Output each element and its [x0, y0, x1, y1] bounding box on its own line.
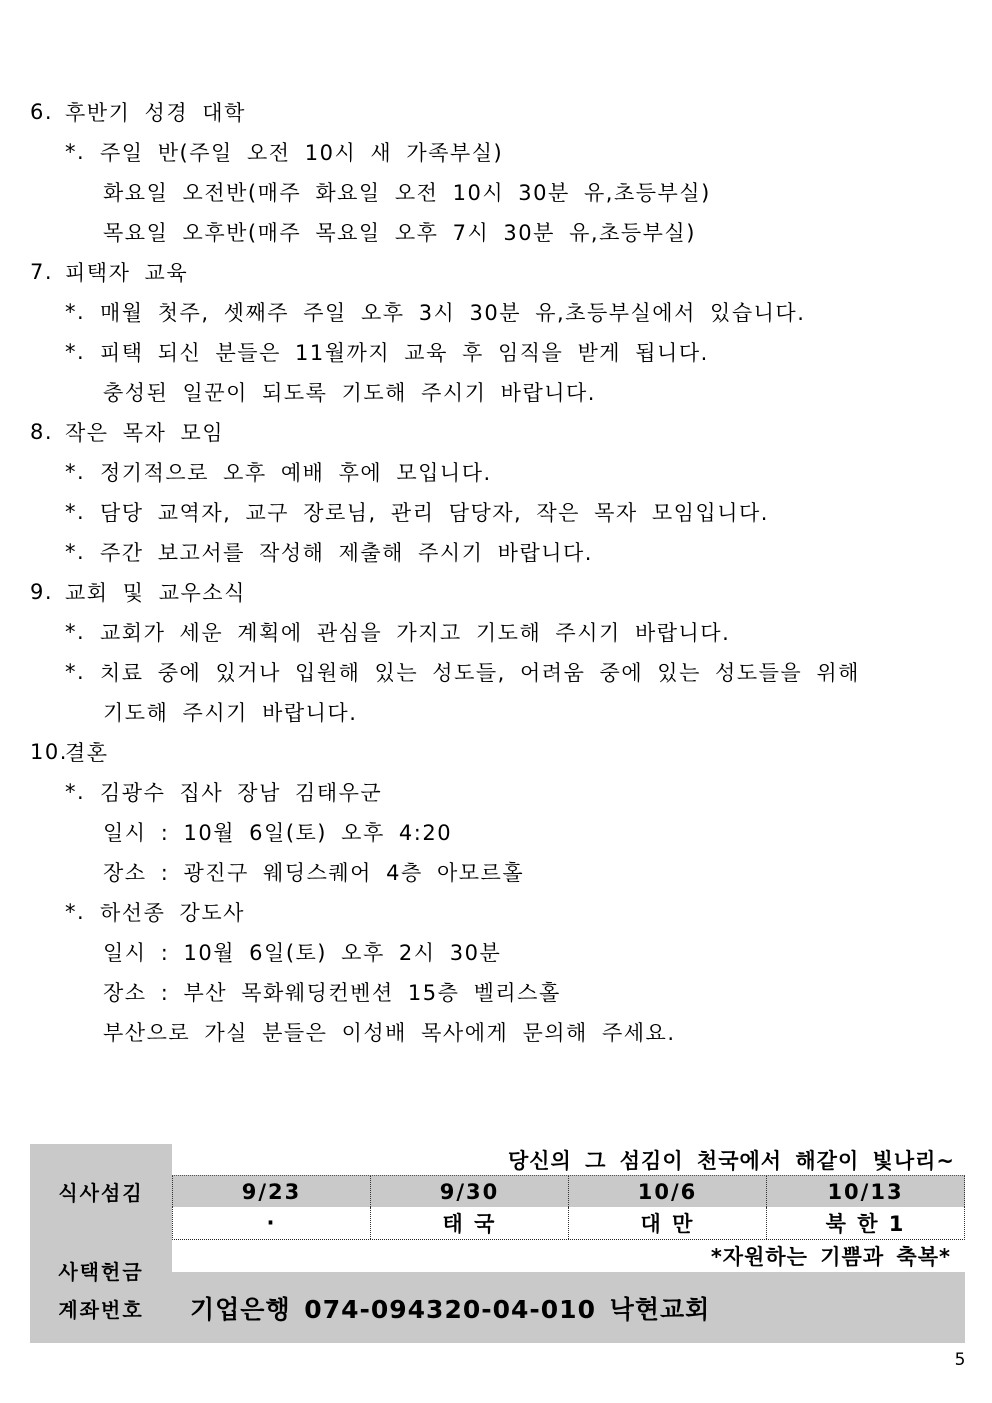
list-marker: *.: [65, 140, 86, 164]
list-marker: 7.: [30, 260, 54, 284]
list-text: 정기적으로 오후 예배 후에 모입니다.: [100, 461, 492, 485]
list-marker: *.: [65, 540, 86, 564]
list-text: 교회 및 교우소식: [65, 581, 246, 605]
list-item: [0, 492, 992, 532]
list-item: [0, 772, 992, 812]
list-text: 충성된 일꾼이 되도록 기도해 주시기 바랍니다.: [103, 381, 596, 405]
list-item: [0, 572, 992, 612]
list-text: 기도해 주시기 바랍니다.: [103, 701, 358, 725]
date-cell: 10/6: [568, 1176, 766, 1207]
list-item: [0, 452, 992, 492]
list-marker: *.: [65, 500, 86, 524]
list-text: 매월 첫주, 셋째주 주일 오후 3시 30분 유,초등부실에서 있습니다.: [100, 301, 806, 325]
slogan-text: 당신의 그 섬김이 천국에서 해같이 빛나리~: [172, 1144, 965, 1175]
list-item: [0, 172, 992, 212]
bank-account-text: 기업은행 074-094320-04-010 낙현교회: [172, 1272, 965, 1343]
list-text: 하선종 강도사: [100, 901, 245, 925]
list-item: [0, 892, 992, 932]
server-cell: 북 한 1: [766, 1207, 964, 1239]
list-item: [0, 612, 992, 652]
table-label-column: [30, 1144, 172, 1343]
server-cell: 태 국: [370, 1207, 568, 1239]
list-item: [0, 252, 992, 292]
offering-label-line2: 계좌번호: [58, 1298, 144, 1322]
date-cell: 9/23: [241, 1179, 302, 1204]
list-item: [0, 852, 992, 892]
list-item: [0, 292, 992, 332]
list-item: [0, 1012, 992, 1052]
list-text: 피택자 교육: [65, 261, 189, 285]
list-item: [0, 412, 992, 452]
list-marker: *.: [65, 620, 86, 644]
list-text: 피택 되신 분들은 11월까지 교육 후 임직을 받게 됩니다.: [100, 341, 709, 365]
list-marker: *.: [65, 780, 86, 804]
offering-label-line1: 사택헌금: [58, 1260, 144, 1284]
list-item: [0, 972, 992, 1012]
table-body: [172, 1144, 965, 1343]
list-item: [0, 532, 992, 572]
list-item: [0, 132, 992, 172]
list-text: 부산으로 가실 분들은 이성배 목사에게 문의해 주세요.: [103, 1021, 676, 1045]
list-item: [0, 652, 992, 692]
list-text: 주간 보고서를 작성해 제출해 주시기 바랍니다.: [100, 541, 593, 565]
list-item: [0, 692, 992, 732]
list-text: 치료 중에 있거나 입원해 있는 성도들, 어려움 중에 있는 성도들을 위해: [100, 661, 860, 685]
list-text: 화요일 오전반(매주 화요일 오전 10시 30분 유,초등부실): [103, 181, 711, 205]
list-item: [0, 92, 992, 132]
list-marker: *.: [65, 300, 86, 324]
list-text: 장소 : 광진구 웨딩스퀘어 4층 아모르홀: [103, 861, 525, 885]
list-text: 일시 : 10월 6일(토) 오후 4:20: [103, 821, 453, 845]
date-cell: 10/13: [766, 1176, 964, 1207]
page-number: 5: [954, 1350, 966, 1370]
list-marker: 9.: [30, 580, 54, 604]
notice-list: [0, 92, 992, 1052]
list-marker: 8.: [30, 420, 54, 444]
server-row: [172, 1207, 965, 1240]
serving-offering-table: [30, 1144, 965, 1343]
list-item: [0, 932, 992, 972]
meal-serving-label: 식사섬김: [58, 1181, 144, 1205]
date-cell: 9/30: [370, 1176, 568, 1207]
list-item: [0, 332, 992, 372]
list-item: [0, 372, 992, 412]
list-text: 교회가 세운 계획에 관심을 가지고 기도해 주시기 바랍니다.: [100, 621, 731, 645]
list-item: [0, 212, 992, 252]
blessing-text: *자원하는 기쁨과 축복*: [172, 1240, 965, 1272]
list-text: 목요일 오후반(매주 목요일 오후 7시 30분 유,초등부실): [103, 221, 696, 245]
list-marker: 6.: [30, 100, 54, 124]
server-cell: ·: [266, 1211, 277, 1235]
list-text: 후반기 성경 대학: [65, 101, 246, 125]
list-text: 장소 : 부산 목화웨딩컨벤션 15층 벨리스홀: [103, 981, 561, 1005]
list-text: 담당 교역자, 교구 장로님, 관리 담당자, 작은 목자 모임입니다.: [100, 501, 769, 525]
list-item: [0, 812, 992, 852]
list-marker: 10.: [30, 740, 68, 764]
list-marker: *.: [65, 460, 86, 484]
list-text: 작은 목자 모임: [65, 421, 225, 445]
list-marker: *.: [65, 340, 86, 364]
list-text: 주일 반(주일 오전 10시 새 가족부실): [100, 141, 504, 165]
list-marker: *.: [65, 900, 86, 924]
list-item: [0, 732, 992, 772]
list-text: 일시 : 10월 6일(토) 오후 2시 30분: [103, 941, 502, 965]
server-cell: 대 만: [568, 1207, 766, 1239]
list-text: 결혼: [65, 741, 109, 765]
list-text: 김광수 집사 장남 김태우군: [100, 781, 383, 805]
date-header-row: [172, 1175, 965, 1207]
list-marker: *.: [65, 660, 86, 684]
